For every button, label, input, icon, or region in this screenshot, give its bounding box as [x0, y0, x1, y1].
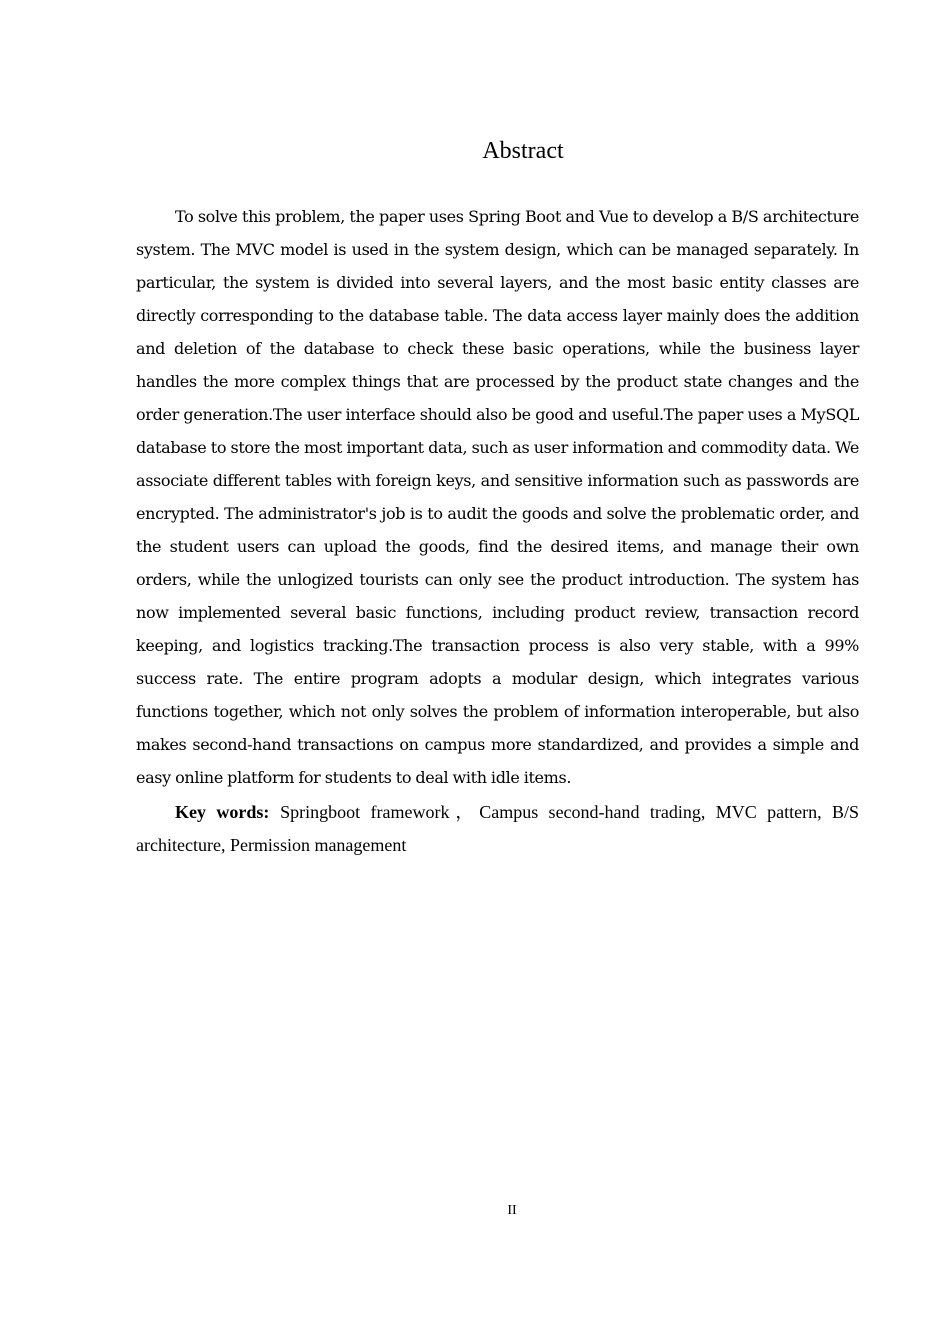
keywords-line	[136, 796, 859, 862]
abstract-paragraph: To solve this problem, the paper uses Spring Boot and Vue to develop a B/S architecture system. The MVC model is used in the system design, which can be managed separately. In particular, the system is divided into several layers, and the most basic entity classes are directly corresponding to the database table. The data access layer mainly does the addition and deletion of the database to check these basic operations, while the business layer handles the more complex things that are processed by the product state changes and the order generation.The user interface should also be good and useful.The paper uses a MySQL database to store the most important data, such as user information and commodity data. We associate different tables with foreign keys, and sensitive information such as passwords are encrypted. The administrator's job is to audit the goods and solve the problematic order, and the student users can upload the goods, find the desired items, and manage their own orders, while the unlogized tourists can only see the product introduction. The system has now implemented several basic functions, including product review, transaction record keeping, and logistics tracking.The transaction process is also very stable, with a 99% success rate. The entire program adopts a modular design, which integrates various functions together, which not only solves the problem of information interoperable, but also makes second-hand transactions on campus more standardized, and provides a simple and easy online platform for students to deal with idle items.	[136, 207, 859, 787]
abstract-title: Abstract	[482, 138, 564, 164]
abstract-body	[136, 200, 859, 862]
keywords-label: Key words:	[175, 802, 270, 822]
page-number: II	[507, 1203, 517, 1218]
keywords-text: Springboot framework，Campus second-hand trading, MVC pattern, B/S architecture, Permission management	[136, 802, 859, 855]
